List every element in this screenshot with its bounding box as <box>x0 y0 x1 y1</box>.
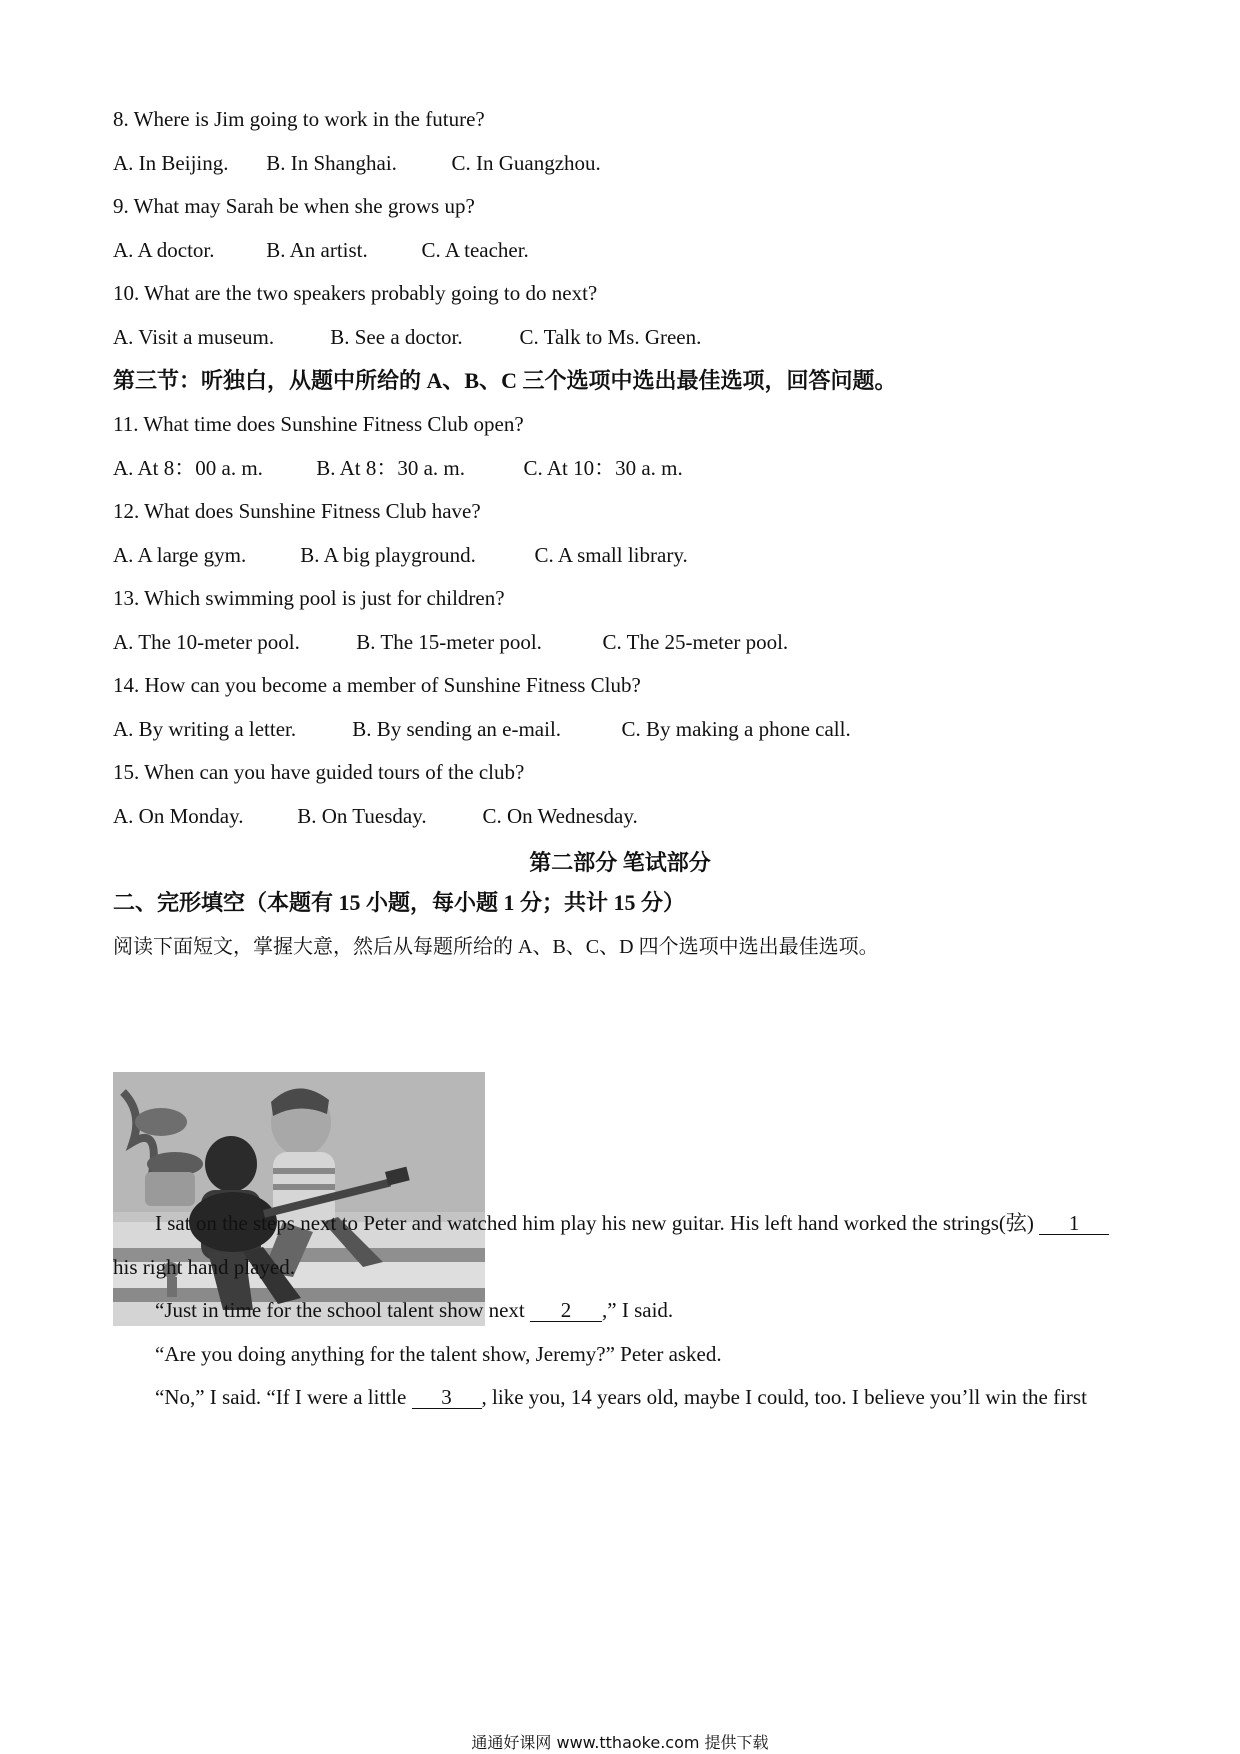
section3-heading: 第三节：听独白，从题中所给的 A、B、C 三个选项中选出最佳选项，回答问题。 <box>113 368 897 393</box>
option-15a: A. On Monday. <box>113 804 244 828</box>
option-9c: C. A teacher. <box>421 238 529 262</box>
option-15c: C. On Wednesday. <box>482 804 638 828</box>
question-8: 8. Where is Jim going to work in the future? <box>113 107 485 131</box>
options-10 <box>113 324 701 350</box>
option-12b: B. A big playground. <box>300 543 476 567</box>
blank-1[interactable]: 1 <box>1039 1212 1109 1235</box>
option-8a: A. In Beijing. <box>113 151 229 175</box>
option-8b: B. In Shanghai. <box>266 151 397 175</box>
passage-p1-text-a: I sat on the steps next to Peter and watched him play his new guitar. His left hand worked the strings(弦) <box>155 1211 1034 1235</box>
options-14 <box>113 716 851 742</box>
passage-p2-text-a: “Just in time for the school talent show next <box>155 1298 525 1322</box>
passage-p2-text-b: ,” I said. <box>602 1298 674 1322</box>
option-9a: A. A doctor. <box>113 238 215 262</box>
passage-paragraph-3: “Are you doing anything for the talent show, Jeremy?” Peter asked. <box>155 1342 722 1366</box>
option-10a: A. Visit a museum. <box>113 325 275 349</box>
option-13b: B. The 15-meter pool. <box>356 630 542 654</box>
question-13: 13. Which swimming pool is just for children? <box>113 586 505 610</box>
question-12: 12. What does Sunshine Fitness Club have? <box>113 499 481 523</box>
question-9: 9. What may Sarah be when she grows up? <box>113 194 475 218</box>
question-10: 10. What are the two speakers probably going to do next? <box>113 281 598 305</box>
options-15 <box>113 803 638 829</box>
blank-2[interactable]: 2 <box>530 1299 602 1322</box>
options-12 <box>113 542 688 568</box>
question-11: 11. What time does Sunshine Fitness Club open? <box>113 412 524 436</box>
option-11c: C. At 10：30 a. m. <box>523 456 683 480</box>
option-14a: A. By writing a letter. <box>113 717 297 741</box>
blank-3[interactable]: 3 <box>412 1386 482 1409</box>
cloze-illustration <box>113 1072 485 1326</box>
passage-paragraph-1 <box>155 1210 1175 1236</box>
option-13c: C. The 25-meter pool. <box>602 630 789 654</box>
guitar-boys-illustration <box>113 1072 485 1326</box>
passage-p4-text-b: , like you, 14 years old, maybe I could, too. I believe you’ll win the first <box>481 1385 1087 1409</box>
page-footer: 通通好课网 www.tthaoke.com 提供下载 <box>471 1733 769 1752</box>
option-13a: A. The 10-meter pool. <box>113 630 300 654</box>
option-10b: B. See a doctor. <box>330 325 463 349</box>
question-14: 14. How can you become a member of Sunshine Fitness Club? <box>113 673 641 697</box>
options-13 <box>113 629 788 655</box>
option-12c: C. A small library. <box>534 543 688 567</box>
options-9 <box>113 237 529 263</box>
question-15: 15. When can you have guided tours of the club? <box>113 760 525 784</box>
cloze-instruction: 阅读下面短文，掌握大意，然后从每题所给的 A、B、C、D 四个选项中选出最佳选项。 <box>113 936 879 958</box>
option-11b: B. At 8：30 a. m. <box>316 456 466 480</box>
passage-p4-text-a: “No,” I said. “If I were a little <box>155 1385 407 1409</box>
passage-paragraph-2 <box>155 1297 1175 1323</box>
option-14c: C. By making a phone call. <box>621 717 851 741</box>
option-10c: C. Talk to Ms. Green. <box>519 325 702 349</box>
cloze-heading: 二、完形填空（本题有 15 小题，每小题 1 分；共计 15 分） <box>113 890 686 915</box>
option-14b: B. By sending an e-mail. <box>352 717 562 741</box>
options-11 <box>113 455 683 481</box>
option-15b: B. On Tuesday. <box>297 804 427 828</box>
options-8 <box>113 150 601 176</box>
passage-paragraph-1-cont: his right hand played. <box>113 1255 295 1279</box>
option-12a: A. A large gym. <box>113 543 247 567</box>
part2-title: 第二部分 笔试部分 <box>529 850 711 875</box>
passage-paragraph-4 <box>155 1384 1175 1410</box>
option-8c: C. In Guangzhou. <box>451 151 601 175</box>
option-11a: A. At 8：00 a. m. <box>113 456 263 480</box>
option-9b: B. An artist. <box>266 238 368 262</box>
